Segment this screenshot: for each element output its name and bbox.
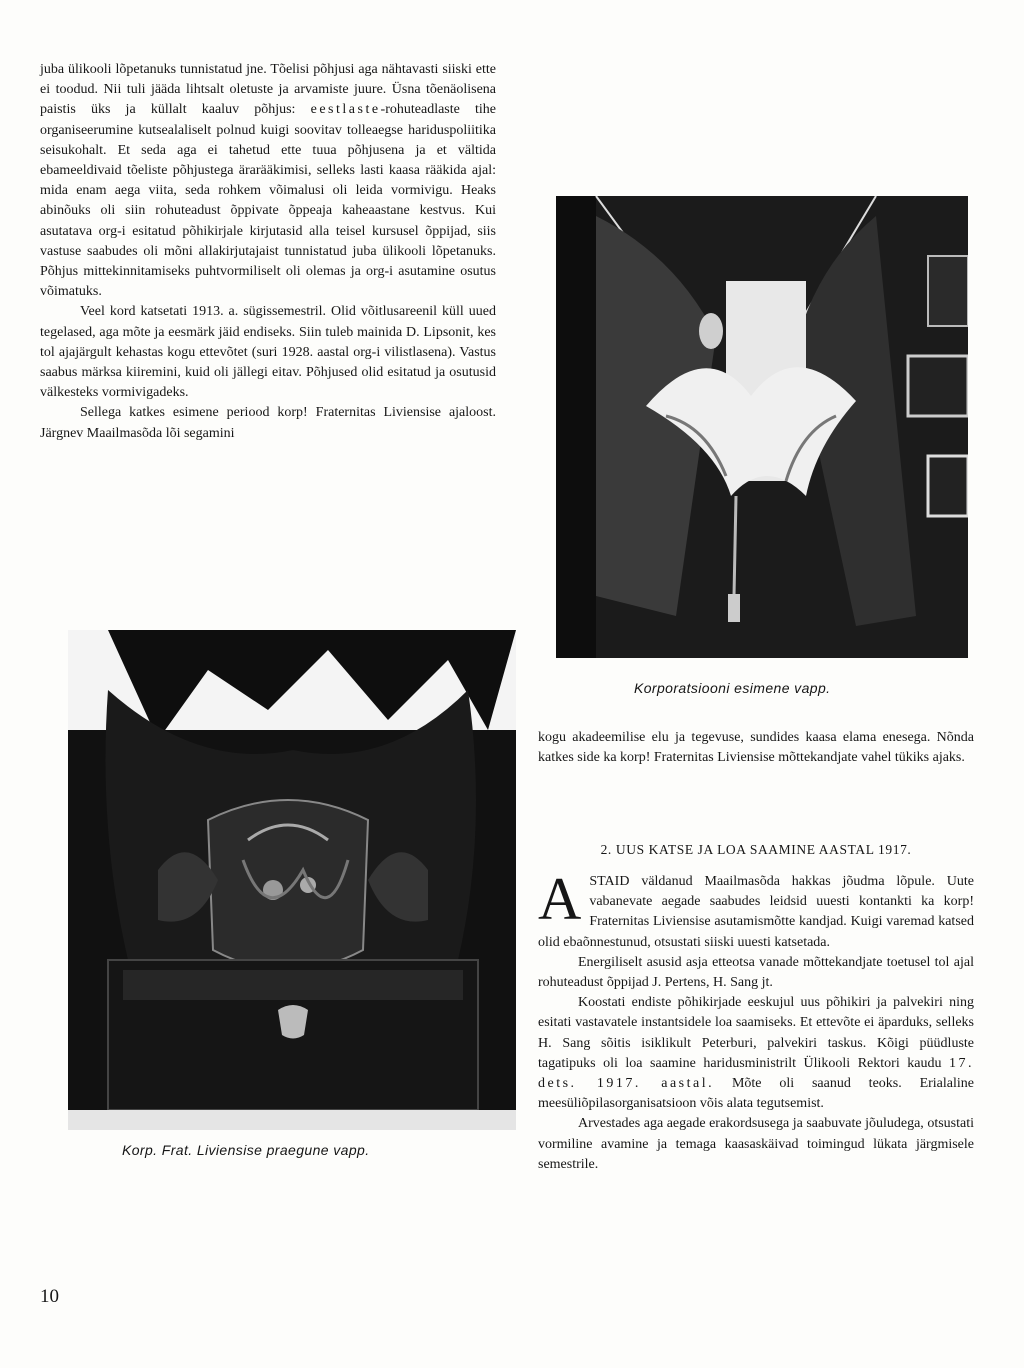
photo-first-emblem bbox=[556, 196, 968, 658]
drop-cap: A bbox=[538, 866, 582, 932]
right-paragraph-top: kogu akadeemilise elu ja tegevuse, sundides kaasa elama enesega. Nõnda katkes side ka korp! Fraternitas Liviensise mõttekandjate vahel tükiks ajaks. bbox=[538, 730, 974, 766]
right-text-top bbox=[538, 728, 974, 768]
right-paragraph-4: Arvestades aga aegade erakordsusega ja saabuvate jõuludega, otsustati vormiline avamine ja temaga kaasaskäivad toimingud lükata järgmisele semestrile. bbox=[538, 1116, 974, 1172]
section-heading: 2. UUS KATSE JA LOA SAAMINE AASTAL 1917. bbox=[600, 842, 912, 857]
current-emblem-image bbox=[68, 630, 516, 1130]
left-paragraph-2: Veel kord katsetati 1913. a. sügissemestril. Olid võitlusareenil küll uued tegelased, aga mõte ja eesmärk jäid endiseks. Siin tuleb mainida D. Lipsonit, kes tol ajajärgult kehastas kogu ettevõtet (suri 1928. aastal org-i vilistlasena). Vastus saabus märksa kiiremini, kuid oli jällegi eitav. Põhjused olid esitatud ja osutusid välkesteks vormivigadeks. bbox=[40, 304, 496, 401]
spaced-word: eestlaste bbox=[310, 102, 381, 118]
spaced-date: 17. dets. 1917. aastal. bbox=[538, 1055, 975, 1092]
caption-current-emblem: Korp. Frat. Liviensise praegune vapp. bbox=[122, 1142, 370, 1158]
first-emblem-image bbox=[556, 196, 968, 658]
right-paragraph-1: STAID väldanud Maailmasõda hakkas jõudma lõpule. Uute vabanevate aegade saabudes leidsid uuesti kontankti ka korp! Fraternitas Liviensise asutamismõtte kandjad. Kuigi varemad katsed olid ebaõnnestunud, otsustati siiski uuesti katsetada. bbox=[538, 874, 974, 950]
page-number: 10 bbox=[40, 1286, 59, 1307]
left-text-column bbox=[40, 60, 496, 444]
left-paragraph-3: Sellega katkes esimene periood korp! Fraternitas Liviensise ajaloost. Järgnev Maailmasõda lõi segamini bbox=[40, 405, 496, 441]
right-paragraph-3: Koostati endiste põhikirjade eeskujul uus põhikiri ja palvekiri ning esitati vastavatele instantsidele loa saamiseks. Et ettevõte ei äparduks, selleks H. Sang sõitis isiklikult Peterburi, palvekiri taskus. Kõigi püüdluste tagatipuks oli loa saamine haridusministrilt Ülikooli Rektori kaudu bbox=[538, 995, 974, 1071]
right-text-bottom bbox=[538, 866, 975, 1175]
left-paragraph-1-cont: -rohuteadlaste tihe organiseerumine kutsealaliselt polnud kuigi soovitav tolleaegse hariduspoliitika seisukohalt. Et seda aga ei tahetud ette tuua põhjusena ja et vältida ebameeldivaid tõeliste põhjustega ärarääkimisi, selleks lasti kaasa rääkida ajal: mida enam aega viita, seda rohkem võimalusi oli leida vormivigu. Heaks abinõuks oli siin rohuteadust õppivate õppeaja kaheaastane kestvus. Kui asutatava org-i esitatud põhikirjale kirjutasid alla teisel kursusel õppijad, siis vastuse saabudes oli mõni allakirjutajaist tunnistatud juba ülikooli lõpetanuks. Põhjus mittekinnitamiseks puhtvormiliselt oli olemas ja org-i asutamine osutus võimatuks. bbox=[40, 102, 496, 300]
right-paragraph-3-cont: Mõte oli saanud teoks. Erialaline meesüliõpilasorganisatsioon võis alata tegutsemist. bbox=[538, 1076, 974, 1112]
right-paragraph-2: Energiliselt asusid asja etteotsa vanade mõttekandjate toetusel tol ajal rohuteadust õppijad J. Pertens, H. Sang jt. bbox=[538, 954, 974, 991]
left-paragraph-1: juba ülikooli lõpetanuks tunnistatud jne. Tõelisi põhjusi aga nähtavasti siiski ette ei toodud. Nii tuli jääda lihtsalt oletuste ja arvamiste juure. Üsna tõenäolisena paistis üks ja küllalt kaaluv põhjus: bbox=[40, 62, 496, 118]
caption-first-emblem: Korporatsiooni esimene vapp. bbox=[634, 680, 831, 696]
photo-current-emblem bbox=[68, 630, 516, 1130]
